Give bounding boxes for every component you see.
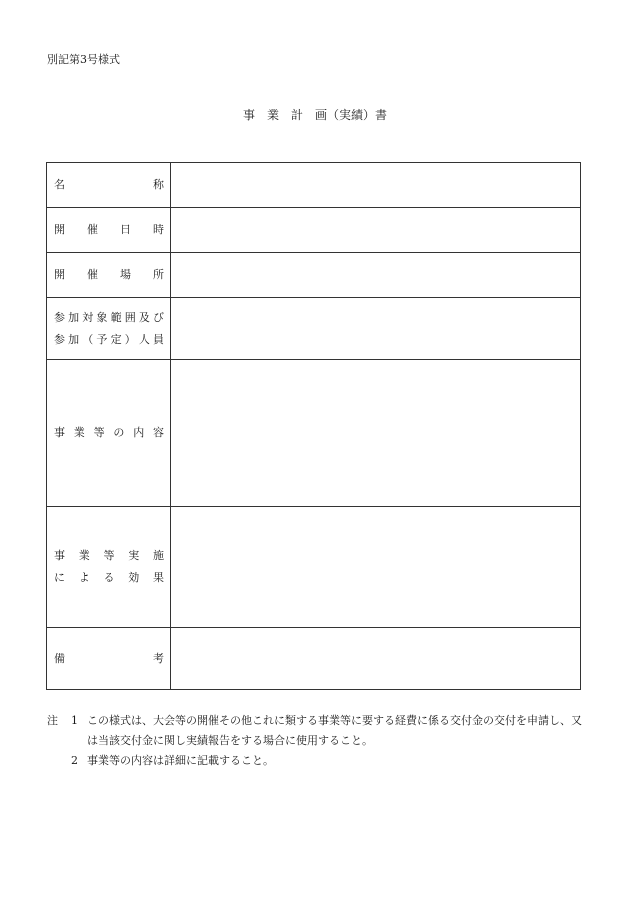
label-char: 名 (54, 178, 65, 191)
note-text: 事業等の内容は詳細に記載すること。 (87, 754, 274, 767)
label-char: 時 (153, 223, 164, 236)
row-name (47, 163, 581, 208)
label-line (54, 422, 164, 444)
label-line (54, 219, 164, 241)
note-prefix-spacer (47, 751, 71, 771)
label-char: 象 (96, 310, 108, 324)
label-char: 果 (153, 571, 164, 584)
label-line (54, 648, 164, 670)
label-char: 及 (138, 310, 150, 324)
label-char: 参 (54, 332, 65, 346)
label-char: 囲 (124, 310, 136, 324)
label-char: 定 (110, 332, 122, 346)
form-number: 別記第3号様式 (47, 53, 120, 66)
note-prefix: 注 (47, 714, 58, 727)
notes (47, 711, 587, 771)
label-char: 備 (54, 651, 65, 665)
row-date (47, 208, 581, 253)
label-char: る (103, 571, 115, 584)
label-char: 員 (152, 332, 164, 346)
row-content (47, 360, 581, 507)
label-char: 加 (68, 310, 80, 324)
note-item-1 (47, 711, 587, 731)
note-number: 2 (71, 754, 78, 767)
label-char: 場 (120, 268, 131, 281)
note-item-1-continued (47, 731, 587, 751)
row-effect (47, 507, 581, 628)
label-char: ） (124, 332, 136, 346)
label-line (54, 545, 164, 567)
label-char: 参 (54, 310, 65, 324)
label-char: 日 (120, 223, 131, 236)
label-char: 施 (153, 549, 164, 562)
field-effect[interactable] (171, 507, 581, 628)
label-char: び (152, 310, 164, 324)
label-char: よ (78, 571, 90, 584)
field-participants[interactable] (171, 298, 581, 360)
label-char: 開 (54, 268, 65, 281)
label-date (47, 208, 171, 253)
label-char: 対 (82, 310, 94, 324)
label-char: 業 (73, 426, 85, 439)
label-venue (47, 253, 171, 298)
label-remarks (47, 628, 171, 690)
label-char: 等 (93, 426, 105, 439)
field-remarks[interactable] (171, 628, 581, 690)
plan-table (46, 162, 581, 690)
label-char: 事 (54, 426, 65, 439)
label-char: 催 (87, 268, 98, 281)
label-char: 考 (153, 651, 164, 665)
label-char: の (113, 426, 125, 439)
label-participants (47, 298, 171, 360)
note-item-2 (47, 751, 587, 771)
row-remarks (47, 628, 581, 690)
label-char: 実 (128, 549, 140, 562)
label-char: 内 (133, 426, 145, 439)
field-content[interactable] (171, 360, 581, 507)
label-char: 開 (54, 223, 65, 236)
label-char: に (54, 571, 65, 584)
label-char: 予 (96, 332, 108, 346)
document-title: 事 業 計 画（実績）書 (242, 108, 387, 122)
label-line (54, 174, 164, 196)
label-effect (47, 507, 171, 628)
label-char: 効 (128, 571, 140, 584)
note-text: この様式は、大会等の開催その他これに類する事業等に要する経費に係る交付金の交付を申請し、又 (87, 714, 582, 727)
field-date[interactable] (171, 208, 581, 253)
label-line (54, 567, 164, 589)
note-text: は当該交付金に関し実績報告をする場合に使用すること。 (87, 734, 373, 747)
label-char: 範 (110, 310, 122, 324)
label-name (47, 163, 171, 208)
label-char: 催 (87, 223, 98, 236)
label-line (54, 307, 164, 329)
note-number: 1 (71, 714, 78, 727)
label-line (54, 264, 164, 286)
field-venue[interactable] (171, 253, 581, 298)
row-participants (47, 298, 581, 360)
label-char: 人 (138, 332, 150, 346)
field-name[interactable] (171, 163, 581, 208)
label-content (47, 360, 171, 507)
row-venue (47, 253, 581, 298)
label-char: 容 (152, 426, 164, 439)
label-line (54, 329, 164, 351)
label-char: 業 (78, 549, 90, 562)
label-char: 事 (54, 549, 65, 562)
label-char: 等 (103, 549, 115, 562)
label-char: 称 (153, 178, 164, 191)
label-char: 加 (68, 332, 80, 346)
note-indent (71, 731, 87, 751)
label-char: （ (82, 332, 94, 346)
label-char: 所 (153, 268, 164, 281)
